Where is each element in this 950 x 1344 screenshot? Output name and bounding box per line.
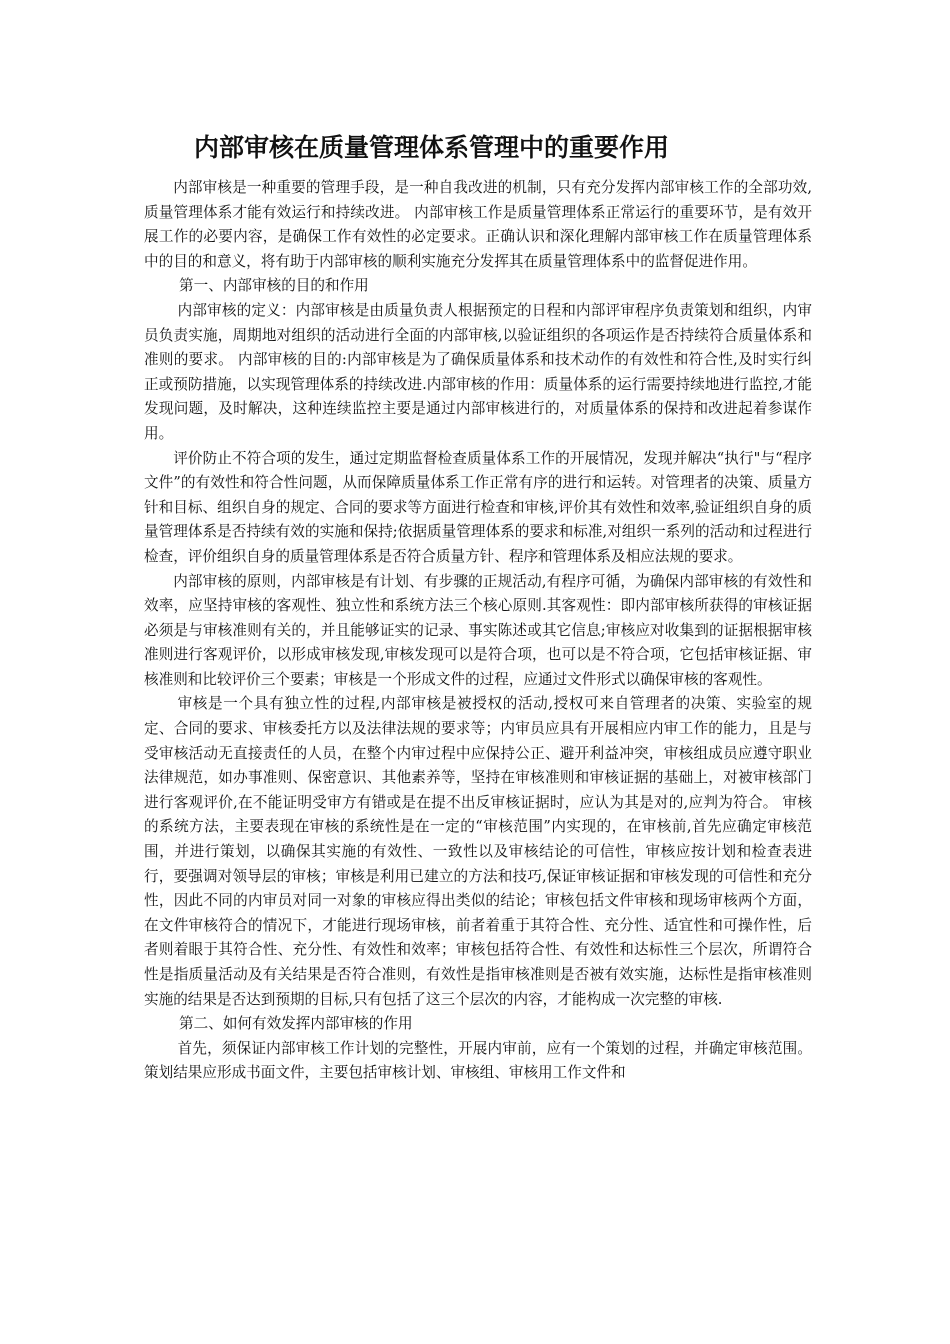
paragraph-evaluation: 评价防止不符合项的发生，通过定期监督检查质量体系工作的开展情况，发现并解决“执行"与“程序文件”的有效性和符合性问题，从而保障质量体系工作正常有序的进行和运转。对管理者的决策、质量方针和目标、组织自身的规定、合同的要求等方面进行检查和审核,评价其有效性和效率,验证组织自身的质量管理体系是否持续有效的实施和保持;依据质量管理体系的要求和标准,对组织一系列的活动和过程进行检查，评价组织自身的质量管理体系是否符合质量方针、程序和管理体系及相应法规的要求。 [144,449,812,565]
document-body [144,176,812,1086]
paragraph-definition: 内部审核的定义：内部审核是由质量负责人根据预定的日程和内部评审程序负责策划和组织，内审员负责实施，周期地对组织的活动进行全面的内部审核,以验证组织的各项运作是否持续符合质量体系和准则的要求。 内部审核的目的:内部审核是为了确保质量体系和技术动作的有效性和符合性,及时实行纠正或预防措施，以实现管理体系的持续改进.内部审核的作用：质量体系的运行需要持续地进行监控,才能发现问题，及时解决，这种连续监控主要是通过内部审核进行的，对质量体系的保持和改进起着参谋作用。 [144,301,812,442]
paragraph-first: 首先，须保证内部审核工作计划的完整性，开展内审前，应有一个策划的过程，并确定审核范围。策划结果应形成书面文件，主要包括审核计划、审核组、审核用工作文件和 [144,1039,812,1082]
paragraph-independence: 审核是一个具有独立性的过程,内部审核是被授权的活动,授权可来自管理者的决策、实验室的规定、合同的要求、审核委托方以及法律法规的要求等；内审员应具有开展相应内审工作的能力，且是与受审核活动无直接责任的人员，在整个内审过程中应保持公正、避开利益冲突，审核组成员应遵守职业法律规范，如办事准则、保密意识、其他素养等，坚持在审核准则和审核证据的基础上，对被审核部门进行客观评价,在不能证明受审方有错或是在提不出反审核证据时，应认为其是对的,应判为符合。 审核的系统方法，主要表现在审核的系统性是在一定的“审核范围”内实现的，在审核前,首先应确定审核范围，并进行策划，以确保其实施的有效性、一致性以及审核结论的可信性，审核应按计划和检查表进行，要强调对领导层的审核；审核是利用已建立的方法和技巧,保证审核证据和审核发现的可信性和充分性，因此不同的内审员对同一对象的审核应得出类似的结论；审核包括文件审核和现场审核两个方面，在文件审核符合的情况下，才能进行现场审核，前者着重于其符合性、充分性、适宜性和可操作性，后者则着眼于其符合性、充分性、有效性和效率；审核包括符合性、有效性和达标性三个层次，所谓符合性是指质量活动及有关结果是否符合准则，有效性是指审核准则是否被有效实施，达标性是指审核准则实施的结果是否达到预期的目标,只有包括了这三个层次的内容，才能构成一次完整的审核. [144,695,812,1008]
section-heading-2: 第二、如何有效发挥内部审核的作用 [179,1015,413,1033]
paragraph-intro: 内部审核是一种重要的管理手段，是一种自我改进的机制，只有充分发挥内部审核工作的全部功效,质量管理体系才能有效运行和持续改进。 内部审核工作是质量管理体系正常运行的重要环节，是有效开展工作的必要内容，是确保工作有效性的必定要求。正确认识和深化理解内部审核工作在质量管理体系中的目的和意义，将有助于内部审核的顺利实施充分发挥其在质量管理体系中的监督促进作用。 [144,179,812,270]
document-title: 内部审核在质量管理体系管理中的重要作用 [194,133,670,162]
section-heading-1: 第一、内部审核的目的和作用 [179,277,369,295]
paragraph-principles: 内部审核的原则，内部审核是有计划、有步骤的正规活动,有程序可循，为确保内部审核的有效性和效率，应坚持审核的客观性、独立性和系统方法三个核心原则.其客观性：即内部审核所获得的审核证据必须是与审核准则有关的，并且能够证实的记录、事实陈述或其它信息;审核应对收集到的证据根据审核准则进行客观评价，以形成审核发现,审核发现可以是符合项，也可以是不符合项，它包括审核证据、审核准则和比较评价三个要素；审核是一个形成文件的过程，应通过文件形式以确保审核的客观性。 [144,572,812,688]
